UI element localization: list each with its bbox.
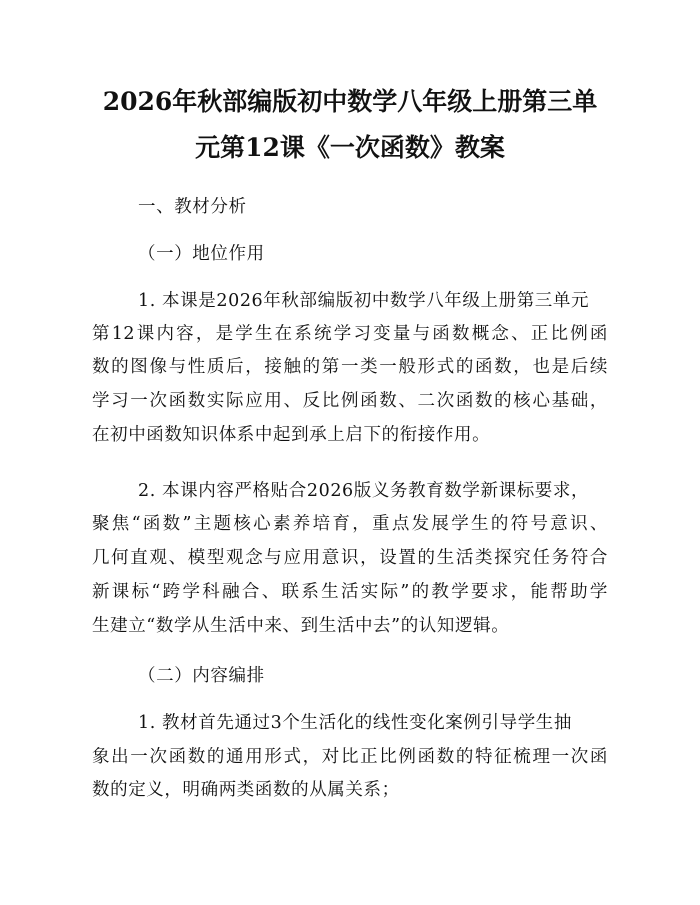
document-title-line-1: 2026年秋部编版初中数学八年级上册第三单	[102, 87, 598, 116]
paragraph-line: 在初中函数知识体系中起到承上启下的衔接作用。	[92, 425, 491, 445]
paragraph-line: 第12课内容，是学生在系统学习变量与函数概念、正比例函	[92, 324, 608, 344]
subsection-heading-position-role: （一）地位作用	[138, 244, 265, 264]
subsection-heading-content-arrangement: （二）内容编排	[138, 666, 265, 686]
paragraph-line: 新课标“跨学科融合、联系生活实际”的教学要求，能帮助学	[92, 582, 608, 602]
paragraph-line: 数的定义，明确两类函数的从属关系；	[92, 780, 400, 800]
paragraph-line: 聚焦“函数”主题核心素养培育，重点发展学生的符号意识、	[92, 514, 608, 534]
paragraph-line: 1. 本课是2026年秋部编版初中数学八年级上册第三单元	[138, 291, 590, 311]
paragraph-line: 数的图像与性质后，接触的第一类一般形式的函数，也是后续	[92, 357, 608, 377]
document-title-line-2: 元第12课《一次函数》教案	[195, 133, 505, 162]
paragraph-line: 2. 本课内容严格贴合2026版义务教育数学新课标要求，	[138, 481, 590, 501]
paragraph-line: 学习一次函数实际应用、反比例函数、二次函数的核心基础，	[92, 391, 608, 411]
paragraph-line: 1. 教材首先通过3个生活化的线性变化案例引导学生抽	[138, 713, 572, 733]
section-heading-1: 一、教材分析	[138, 197, 247, 217]
paragraph-line: 生建立“数学从生活中来、到生活中去”的认知逻辑。	[92, 616, 510, 636]
paragraph-line: 几何直观、模型观念与应用意识，设置的生活类探究任务符合	[92, 548, 608, 568]
paragraph-line: 象出一次函数的通用形式，对比正比例函数的特征梳理一次函	[92, 747, 608, 767]
